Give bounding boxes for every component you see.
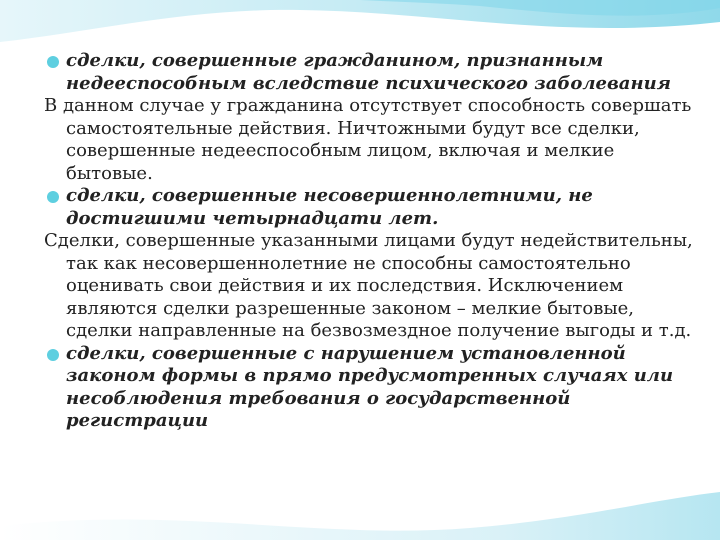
bullet-item xyxy=(44,343,704,433)
paragraph: Сделки, совершенные указанными лицами будут недействительны, так как несовершеннолетние не способны самостоятельно оценивать свои действия и их последствия. Исключением являются сделки разрешенные законом – мелкие бытовые, сделки направленные на безвозмездное получение выгоды и т.д. xyxy=(44,230,693,341)
paragraph: В данном случае у гражданина отсутствует способность совершать самостоятельные действия. Ничтожными будут все сделки, совершенные недееспособным лицом, включая и мелкие бытовые. xyxy=(44,95,692,184)
bullet-text: сделки, совершенные несовершеннолетними, не достигшими четырнадцати лет. xyxy=(66,185,593,229)
bullet-item xyxy=(44,50,704,95)
slide-content xyxy=(44,50,704,433)
circle-bullet-icon xyxy=(46,190,60,204)
circle-bullet-icon xyxy=(46,55,60,69)
circle-bullet-icon xyxy=(46,348,60,362)
bullet-text: сделки, совершенные гражданином, признанным недееспособным вследствие психического заболевания xyxy=(66,50,672,94)
bullet-item xyxy=(44,185,704,230)
bullet-text: сделки, совершенные с нарушением установленной законом формы в прямо предусмотренных случаях или несоблюдения требования о государственной регистрации xyxy=(66,342,674,431)
bottom-wave-decoration xyxy=(0,492,720,540)
